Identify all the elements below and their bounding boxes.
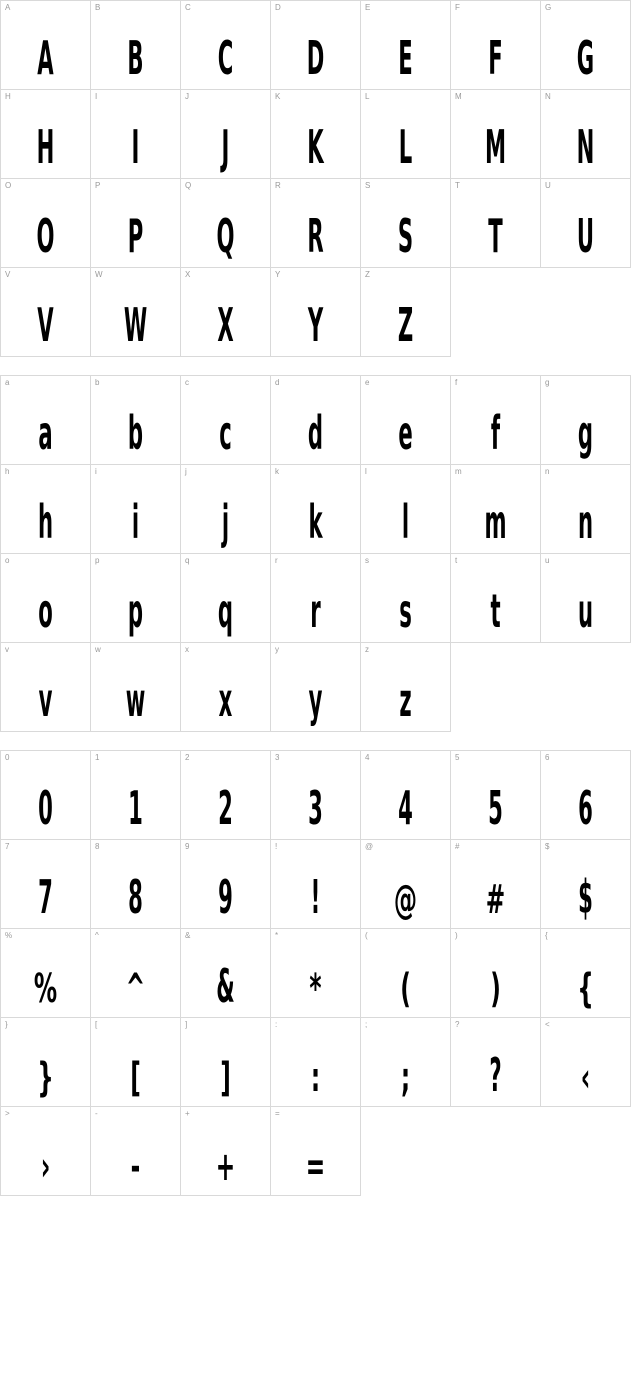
glyph-sample: % [33,966,58,1012]
glyph-sample: p [127,584,144,638]
glyph-cell[interactable] [451,929,541,1018]
glyph-code-label: 2 [185,753,190,762]
glyph-sample: t [490,584,501,638]
glyph-code-label: & [185,931,191,940]
glyph-cell-empty [541,268,631,357]
glyph-code-label: V [5,270,11,279]
glyph-sample: 1 [128,781,143,835]
glyph-cell[interactable] [181,1018,271,1107]
glyph-sample: 0 [38,781,53,835]
glyph-code-label: } [5,1020,8,1029]
glyph-cell[interactable] [451,1018,541,1107]
glyph-sample: ( [400,966,411,1012]
glyph-cell[interactable] [91,376,181,465]
glyph-cell[interactable] [1,268,91,357]
glyph-cell[interactable] [91,929,181,1018]
glyph-cell[interactable] [541,840,631,929]
glyph-cell[interactable] [541,1,631,90]
glyph-code-label: P [95,181,101,190]
glyph-sample: K [307,120,324,174]
glyph-code-label: v [5,645,9,654]
glyph-sample: i [131,495,140,549]
glyph-cell[interactable] [451,751,541,840]
glyph-code-label: c [185,378,189,387]
glyph-sample: x [218,673,233,727]
glyph-code-label: C [185,3,191,12]
glyph-sample: 9 [218,870,233,924]
glyph-code-label: K [275,92,281,101]
glyph-code-label: # [455,842,460,851]
glyph-sample: 7 [38,870,53,924]
glyph-code-label: N [545,92,551,101]
glyph-sample: G [576,31,595,85]
glyph-cell[interactable] [1,376,91,465]
glyph-sample: O [36,209,55,263]
glyph-cell[interactable] [181,751,271,840]
glyph-cell[interactable] [271,1107,361,1196]
glyph-cell-empty [541,1107,631,1196]
glyph-sample: j [221,495,230,549]
glyph-code-label: u [545,556,550,565]
glyph-code-label: d [275,378,280,387]
glyph-sample: L [398,120,413,174]
glyph-cell[interactable] [91,90,181,179]
glyph-grid [0,375,631,732]
glyph-code-label: F [455,3,460,12]
glyph-cell-empty [541,643,631,732]
glyph-sample: N [576,120,595,174]
glyph-code-label: W [95,270,103,279]
glyph-sample: D [306,31,325,85]
glyph-sample: P [127,209,144,263]
glyph-cell[interactable] [1,1107,91,1196]
glyph-cell[interactable] [91,179,181,268]
glyph-cell[interactable] [1,179,91,268]
glyph-sample: s [399,584,412,638]
glyph-cell[interactable] [271,1018,361,1107]
glyph-sample: Z [397,298,414,352]
glyph-code-label: n [545,467,550,476]
glyph-sample: = [305,1144,326,1190]
glyph-cell[interactable] [361,179,451,268]
glyph-code-label: 4 [365,753,370,762]
glyph-sample: ! [310,870,321,924]
glyph-code-label: t [455,556,458,565]
glyph-sample: [ [130,1055,141,1101]
glyph-cell[interactable] [1,840,91,929]
glyph-sample: d [307,406,324,460]
glyph-sample: a [38,406,53,460]
glyph-sample: & [216,959,235,1013]
glyph-code-label: > [5,1109,10,1118]
glyph-code-label: o [5,556,10,565]
glyph-cell[interactable] [181,465,271,554]
glyph-sample: e [398,406,413,460]
glyph-cell[interactable] [541,554,631,643]
glyph-code-label: Q [185,181,192,190]
glyph-sample: z [399,673,412,727]
glyph-cell[interactable] [271,929,361,1018]
glyph-cell[interactable] [181,643,271,732]
section-divider [0,732,640,750]
glyph-sample: v [38,673,53,727]
glyph-sample: * [309,966,322,1012]
glyph-sample: w [125,673,146,727]
glyph-sample: X [217,298,234,352]
glyph-cell[interactable] [451,465,541,554]
glyph-sample: F [488,31,503,85]
glyph-sample: : [310,1055,321,1101]
glyph-code-label: j [185,467,187,476]
glyph-code-label: q [185,556,190,565]
glyph-code-label: ? [455,1020,460,1029]
glyph-code-label: J [185,92,189,101]
glyph-sample: m [484,495,507,549]
glyph-sample: T [488,209,503,263]
glyph-sample: ‹ [580,1055,591,1101]
glyph-code-label: D [275,3,281,12]
glyph-code-label: k [275,467,279,476]
glyph-cell[interactable] [361,465,451,554]
glyph-cell[interactable] [271,643,361,732]
glyph-cell-empty [451,643,541,732]
glyph-cell[interactable] [451,554,541,643]
glyph-code-label: g [545,378,550,387]
glyph-code-label: U [545,181,551,190]
glyph-cell[interactable] [271,465,361,554]
section-divider [0,357,640,375]
glyph-sample: E [398,31,413,85]
glyph-sample: Y [307,298,324,352]
glyph-sample: B [127,31,144,85]
glyph-code-label: 5 [455,753,460,762]
glyph-cell[interactable] [541,179,631,268]
glyph-code-label: < [545,1020,550,1029]
glyph-cell-empty [361,1107,451,1196]
glyph-code-label: { [545,931,548,940]
glyph-cell[interactable] [91,1107,181,1196]
glyph-cell[interactable] [361,1,451,90]
glyph-sample: V [37,298,54,352]
glyph-section-lowercase-letters [0,375,630,732]
glyph-cell[interactable] [91,268,181,357]
glyph-sample: c [219,406,232,460]
glyph-code-label: l [365,467,367,476]
glyph-cell[interactable] [181,376,271,465]
glyph-sample: r [310,584,321,638]
glyph-cell[interactable] [1,1018,91,1107]
glyph-sample: 4 [398,781,413,835]
glyph-code-label: ; [365,1020,368,1029]
glyph-cell[interactable] [361,929,451,1018]
glyph-sample: 6 [578,781,593,835]
glyph-cell[interactable] [361,840,451,929]
glyph-cell[interactable] [181,1107,271,1196]
glyph-sample: k [308,495,323,549]
glyph-code-label: S [365,181,371,190]
glyph-sample: R [307,209,324,263]
glyph-section-digits-and-symbols [0,750,630,1196]
glyph-sample: H [36,120,55,174]
glyph-cell[interactable] [181,90,271,179]
glyph-code-label: M [455,92,462,101]
glyph-code-label: a [5,378,10,387]
glyph-cell[interactable] [451,90,541,179]
glyph-code-label: r [275,556,278,565]
glyph-code-label: m [455,467,462,476]
glyph-code-label: 9 [185,842,190,851]
glyph-code-label: ^ [95,931,99,940]
glyph-code-label: E [365,3,371,12]
glyph-cell[interactable] [271,179,361,268]
glyph-code-label: $ [545,842,550,851]
glyph-code-label: + [185,1109,190,1118]
glyph-sample: # [485,877,506,923]
glyph-code-label: h [5,467,10,476]
glyph-cell[interactable] [361,643,451,732]
glyph-cell[interactable] [1,554,91,643]
glyph-sample: q [217,584,234,638]
glyph-code-label: 3 [275,753,280,762]
glyph-sample: 2 [218,781,233,835]
glyph-section-uppercase-letters [0,0,630,357]
glyph-sample: 8 [128,870,143,924]
glyph-cell-empty [451,1107,541,1196]
glyph-code-label: [ [95,1020,98,1029]
glyph-sample: M [484,120,507,174]
glyph-code-label: 8 [95,842,100,851]
glyph-sample: U [576,209,595,263]
glyph-code-label: ] [185,1020,188,1029]
glyph-code-label: i [95,467,97,476]
glyph-sample: - [130,1144,141,1190]
glyph-cell[interactable] [181,1,271,90]
glyph-code-label: f [455,378,458,387]
glyph-cell[interactable] [91,554,181,643]
glyph-sample: C [217,31,234,85]
glyph-code-label: T [455,181,460,190]
glyph-sample: ^ [125,966,146,1012]
glyph-code-label: x [185,645,189,654]
glyph-cell[interactable] [271,90,361,179]
glyph-code-label: O [5,181,12,190]
glyph-sample: n [577,495,594,549]
glyph-cell[interactable] [1,751,91,840]
glyph-code-label: X [185,270,191,279]
glyph-cell[interactable] [91,1,181,90]
glyph-sample: 3 [308,781,323,835]
glyph-code-label: z [365,645,369,654]
glyph-code-label: p [95,556,100,565]
glyph-cell[interactable] [451,1,541,90]
glyph-sample: h [37,495,54,549]
glyph-cell[interactable] [361,268,451,357]
glyph-code-label: R [275,181,281,190]
glyph-cell[interactable] [451,840,541,929]
glyph-cell[interactable] [361,751,451,840]
glyph-sample: $ [578,870,593,924]
glyph-cell[interactable] [271,840,361,929]
glyph-cell[interactable] [361,554,451,643]
glyph-cell[interactable] [181,554,271,643]
glyph-code-label: 7 [5,842,10,851]
glyph-cell[interactable] [271,268,361,357]
glyph-sample: › [40,1144,51,1190]
glyph-code-label: e [365,378,370,387]
glyph-cell[interactable] [1,929,91,1018]
glyph-sample: o [38,584,53,638]
glyph-code-label: ! [275,842,278,851]
glyph-sample: ) [490,966,501,1012]
glyph-cell[interactable] [1,1,91,90]
glyph-cell[interactable] [541,376,631,465]
glyph-sample: 5 [488,781,503,835]
glyph-code-label: Z [365,270,370,279]
glyph-cell[interactable] [271,554,361,643]
glyph-code-label: @ [365,842,374,851]
glyph-cell[interactable] [271,1,361,90]
glyph-cell[interactable] [91,840,181,929]
glyph-code-label: - [95,1109,98,1118]
glyph-cell[interactable] [361,90,451,179]
glyph-sample: + [215,1144,236,1190]
glyph-cell[interactable] [181,268,271,357]
glyph-code-label: Y [275,270,281,279]
glyph-cell[interactable] [361,1018,451,1107]
glyph-sample: W [123,298,148,352]
glyph-cell-empty [451,268,541,357]
glyph-cell[interactable] [1,465,91,554]
glyph-sample: } [37,1055,54,1101]
glyph-sample: ? [489,1048,502,1102]
glyph-code-label: : [275,1020,278,1029]
glyph-code-label: 6 [545,753,550,762]
glyph-cell[interactable] [1,90,91,179]
glyph-sample: f [490,406,501,460]
glyph-grid [0,0,631,357]
glyph-code-label: % [5,931,13,940]
glyph-code-label: ) [455,931,458,940]
glyph-cell[interactable] [541,751,631,840]
glyph-code-label: A [5,3,11,12]
glyph-sample: y [308,673,323,727]
glyph-code-label: b [95,378,100,387]
glyph-code-label: w [95,645,101,654]
glyph-sample: ] [220,1055,231,1101]
glyph-code-label: 1 [95,753,100,762]
glyph-cell[interactable] [181,179,271,268]
glyph-sample: S [397,209,414,263]
glyph-code-label: H [5,92,11,101]
glyph-cell[interactable] [541,1018,631,1107]
glyph-cell[interactable] [541,90,631,179]
glyph-grid [0,750,631,1196]
glyph-cell[interactable] [91,643,181,732]
glyph-sample: b [127,406,144,460]
glyph-sample: A [37,31,54,85]
glyph-cell[interactable] [1,643,91,732]
glyph-sample: Q [216,209,235,263]
glyph-cell[interactable] [91,1018,181,1107]
glyph-cell[interactable] [361,376,451,465]
glyph-cell[interactable] [541,465,631,554]
glyph-code-label: B [95,3,101,12]
glyph-sample: { [577,966,594,1012]
glyph-cell[interactable] [271,376,361,465]
glyph-sample: I [131,120,140,174]
glyph-sample: J [221,120,230,174]
glyph-cell[interactable] [91,465,181,554]
glyph-code-label: = [275,1109,280,1118]
glyph-cell[interactable] [91,751,181,840]
glyph-code-label: s [365,556,369,565]
glyph-code-label: I [95,92,98,101]
glyph-sample: ; [400,1055,411,1101]
glyph-sample: u [577,584,594,638]
glyph-cell[interactable] [181,840,271,929]
glyph-cell[interactable] [451,179,541,268]
glyph-sample: @ [393,877,418,923]
glyph-sample: l [401,495,410,549]
glyph-code-label: L [365,92,370,101]
glyph-code-label: ( [365,931,368,940]
glyph-cell[interactable] [451,376,541,465]
glyph-code-label: y [275,645,279,654]
glyph-code-label: G [545,3,552,12]
glyph-sample: g [577,406,594,460]
glyph-cell[interactable] [541,929,631,1018]
glyph-cell[interactable] [271,751,361,840]
glyph-code-label: * [275,931,279,940]
glyph-code-label: 0 [5,753,10,762]
glyph-cell[interactable] [181,929,271,1018]
